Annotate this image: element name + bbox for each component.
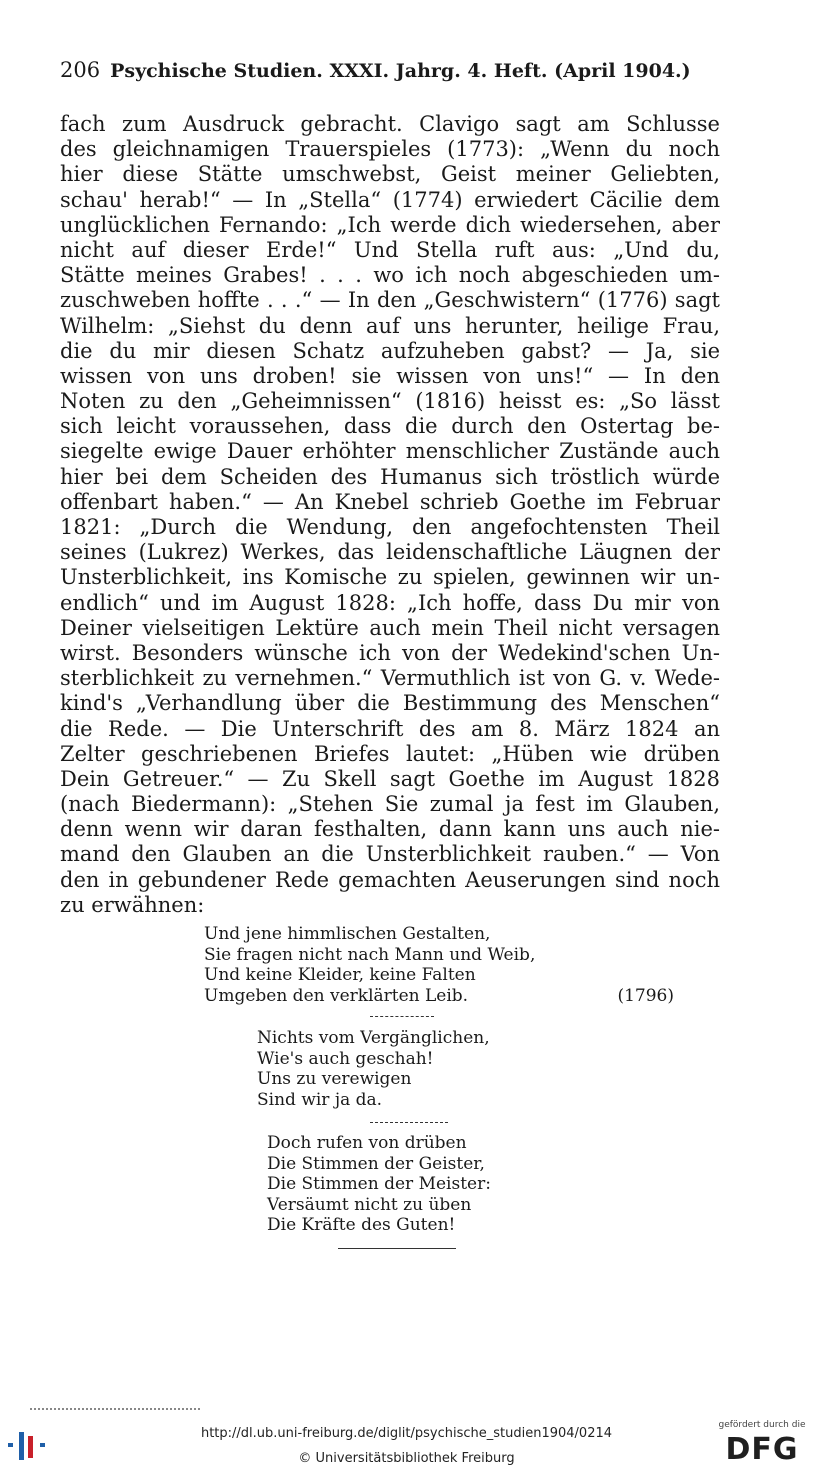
poem-line: Wie's auch geschah! [257,1048,434,1069]
poem-2 [257,1028,490,1110]
text-line: des gleichnamigen Trauerspieles (1773): „Wenn du noch [60,137,720,162]
text-line: mand den Glauben an die Unsterblichkeit rauben.“ — Von [60,842,720,867]
text-line: (nach Biedermann): „Stehen Sie zumal ja fest im Glauben, [60,792,720,817]
text-line: Stätte meines Grabes! . . . wo ich noch abgeschieden um- [60,263,720,288]
text-line: fach zum Ausdruck gebracht. Clavigo sagt am Schlusse [60,112,720,136]
text-line: nicht auf dieser Erde!“ Und Stella ruft aus: „Und du, [60,237,720,262]
poem-line: Umgeben den verklärten Leib. [204,985,469,1006]
funding-note: gefördert durch die [718,1420,806,1430]
text-line: hier bei dem Scheiden des Humanus sich tröstlich würde [60,464,720,489]
poem-line: Doch rufen von drüben [267,1133,467,1153]
text-line: Deiner vielseitigen Lektüre auch mein Theil nicht versagen [60,615,720,640]
page-number: 206 [60,58,101,82]
text-line: offenbart haben.“ — An Knebel schrieb Goethe im Februar [60,489,720,514]
text-line: hier diese Stätte umschwebst, Geist meiner Geliebten, [60,162,720,187]
text-line: wissen von uns droben! sie wissen von uns!“ — In den [60,363,720,388]
text-line: kind's „Verhandlung über die Bestimmung des Menschen“ [60,691,720,716]
poem-separator [370,1016,434,1017]
text-line: den in gebundener Rede gemachten Aeuserungen sind noch [60,867,720,892]
text-line: die du mir diesen Schatz aufzuheben gabst? — Ja, sie [60,338,720,363]
body-text [60,112,720,918]
poem-year: (1796) [617,985,674,1006]
text-line: zu erwähnen: [60,892,205,917]
text-line: schau' herab!“ — In „Stella“ (1774) erwiedert Cäcilie dem [60,187,720,212]
text-line: endlich“ und im August 1828: „Ich hoffe, dass Du mir von [60,590,720,615]
poem-line: Und jene himmlischen Gestalten, [204,924,491,944]
text-line: sich leicht voraussehen, dass die durch den Ostertag be- [60,414,720,439]
poem-1 [204,924,674,1006]
dfg-logo: DFG [725,1432,799,1467]
poem-separator [370,1122,448,1123]
text-line: siegelte ewige Dauer erhöhter menschlicher Zustände auch [60,439,720,464]
running-header [60,58,720,82]
text-line: wirst. Besonders wünsche ich von der Wedekind'schen Un- [60,640,720,665]
source-url[interactable]: http://dl.ub.uni-freiburg.de/diglit/psychische_studien1904/0214 [200,1426,613,1441]
text-line: denn wenn wir daran festhalten, dann kann uns auch nie- [60,817,720,842]
text-line: seines (Lukrez) Werkes, das leidenschaftliche Läugnen der [60,540,720,565]
text-line: die Rede. — Die Unterschrift des am 8. März 1824 an [60,716,720,741]
poem-3 [267,1133,491,1236]
text-line: Zelter geschriebenen Briefes lautet: „Hüben wie drüben [60,741,720,766]
poem-line: Sie fragen nicht nach Mann und Weib, [204,944,536,965]
digitization-footer [0,1418,813,1473]
text-line: Dein Getreuer.“ — Zu Skell sagt Goethe im August 1828 [60,766,720,791]
copyright-notice: © Universitätsbibliothek Freiburg [298,1451,515,1466]
text-line: Unsterblichkeit, ins Komische zu spielen, gewinnen wir un- [60,565,720,590]
poem-line: Die Kräfte des Guten! [267,1215,456,1235]
poem-line: Versäumt nicht zu üben [267,1194,472,1215]
text-line: 1821: „Durch die Wendung, den angefochtensten Theil [60,515,720,539]
text-line: sterblichkeit zu vernehmen.“ Vermuthlich ist von G. v. Wede- [60,666,720,691]
text-line: zuschweben hoffte . . .“ — In den „Geschwistern“ (1776) sagt [60,288,720,313]
section-end-rule [338,1248,456,1249]
poem-line: Sind wir ja da. [257,1089,383,1110]
text-line: Wilhelm: „Siehst du denn auf uns herunter, heilige Frau, [60,313,720,338]
text-line: unglücklichen Fernando: „Ich werde dich wiedersehen, aber [60,212,720,237]
poem-line: Und keine Kleider, keine Falten [204,965,476,985]
scan-edge-marks [30,1408,200,1414]
poem-line: Die Stimmen der Geister, [267,1153,485,1174]
poem-line: Die Stimmen der Meister: [267,1174,491,1194]
running-title: Psychische Studien. XXXI. Jahrg. 4. Heft. (April 1904.) [110,60,691,82]
poem-line: Uns zu verewigen [257,1069,412,1089]
text-line: Noten zu den „Geheimnissen“ (1816) heisst es: „So lässt [60,389,720,414]
poem-line: Nichts vom Vergänglichen, [257,1028,490,1048]
